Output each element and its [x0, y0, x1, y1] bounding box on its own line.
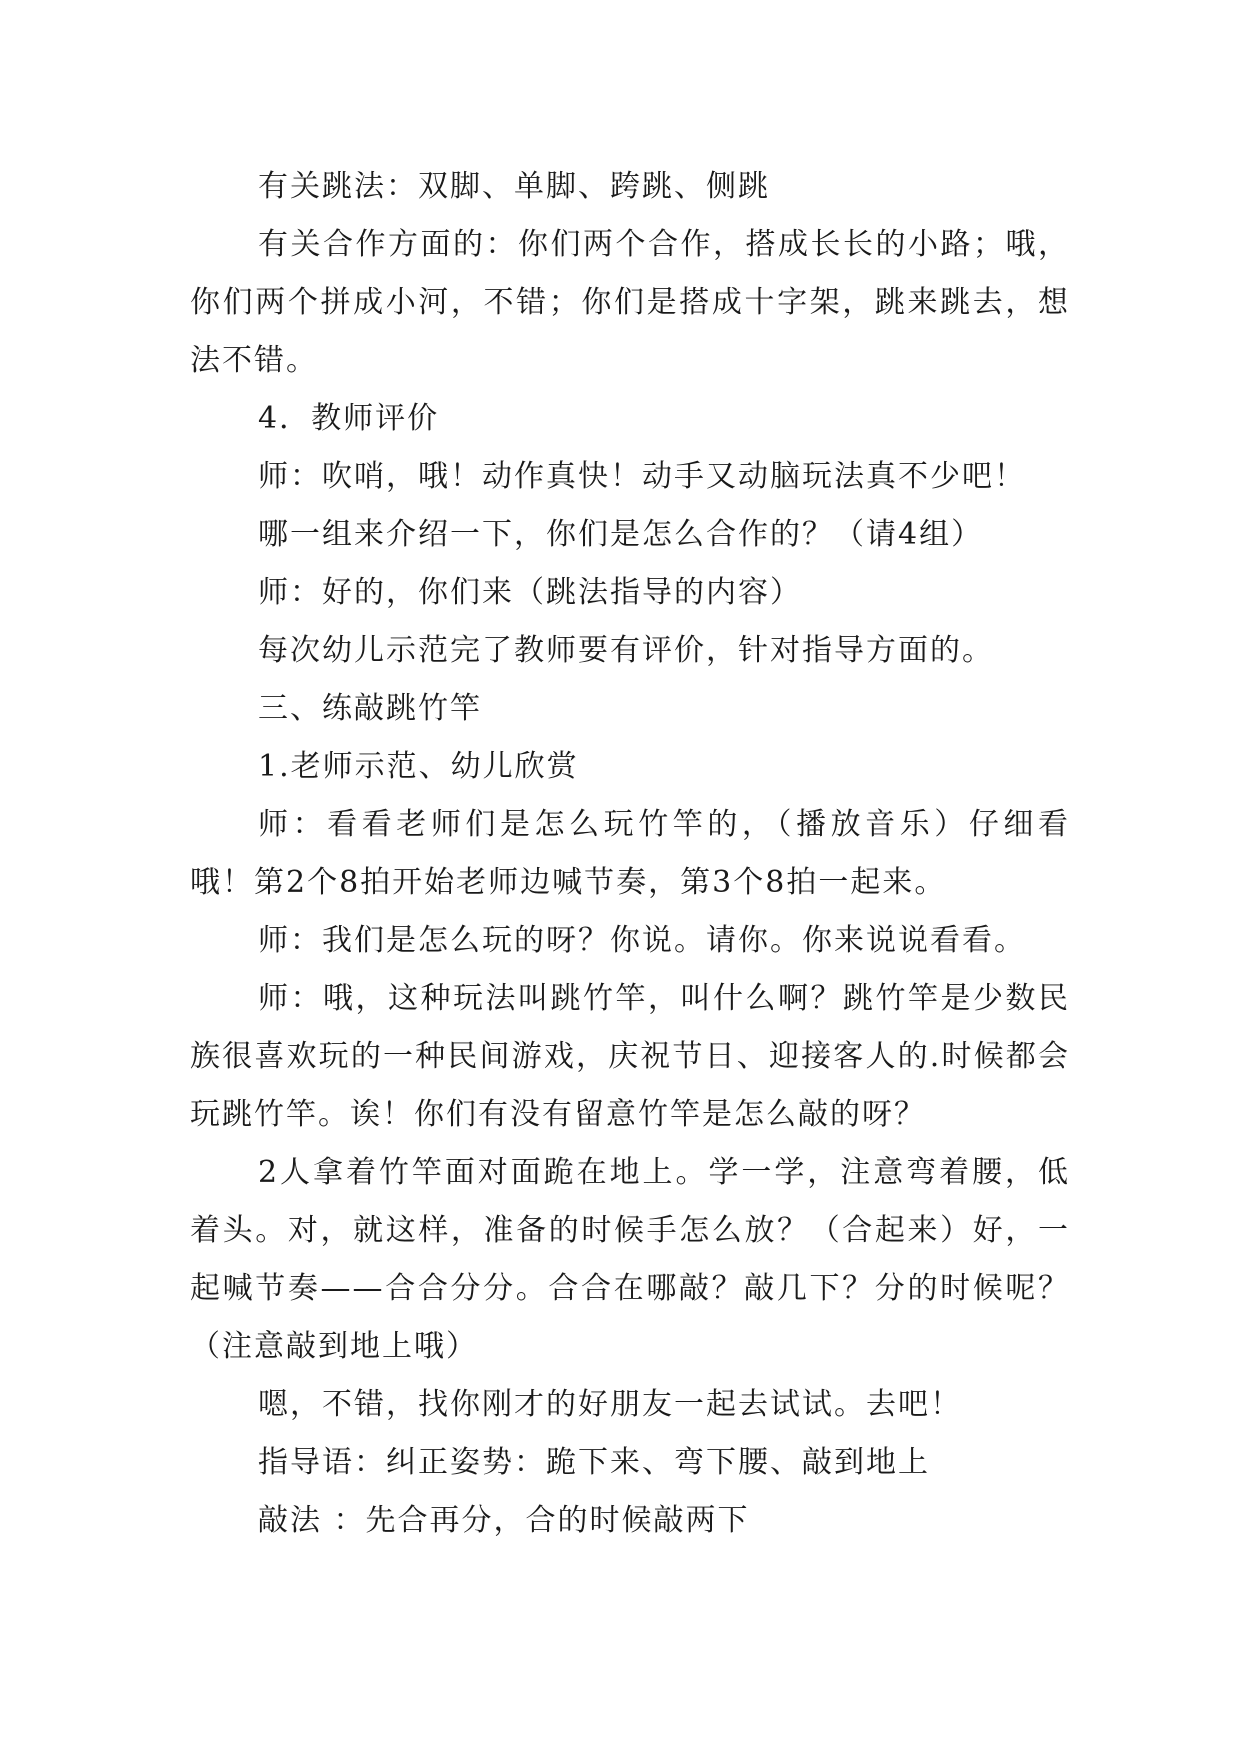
paragraph-striking-method: 敲法 ：先合再分，合的时候敲两下 — [258, 1503, 750, 1538]
paragraph-you-come: 师：好的，你们来（跳法指导的内容） — [258, 575, 802, 610]
paragraph-bamboo-dance-intro: 师：哦，这种玩法叫跳竹竿，叫什么啊？跳竹竿是少数民族很喜欢玩的一种民间游戏，庆祝节日、迎接客人的.时候都会玩跳竹竿。诶！你们有没有留意竹竿是怎么敲的呀？ — [190, 981, 1070, 1132]
paragraph-jump-methods: 有关跳法：双脚、单脚、跨跳、侧跳 — [258, 169, 770, 204]
section-heading-bamboo-pole: 三、练敲跳竹竿 — [258, 691, 482, 726]
document-body — [190, 158, 1070, 1550]
paragraph-how-we-played: 师：我们是怎么玩的呀？你说。请你。你来说说看看。 — [258, 923, 1026, 958]
paragraph-guidance: 指导语：纠正姿势：跪下来、弯下腰、敲到地上 — [258, 1445, 930, 1480]
subheading-teacher-demo: 1.老师示范、幼儿欣赏 — [258, 749, 579, 784]
paragraph-watch-teachers: 师：看看老师们是怎么玩竹竿的，（播放音乐）仔细看哦！第2个8拍开始老师边喊节奏，第3个8拍一起来。 — [190, 807, 1070, 900]
paragraph-whistle: 师：吹哨，哦！动作真快！动手又动脑玩法真不少吧！ — [258, 459, 1026, 494]
paragraph-cooperation: 有关合作方面的：你们两个合作，搭成长长的小路；哦，你们两个拼成小河，不错；你们是搭成十字架，跳来跳去，想法不错。 — [190, 227, 1070, 378]
paragraph-which-group: 哪一组来介绍一下，你们是怎么合作的？（请4组） — [258, 517, 984, 552]
paragraph-teacher-evaluation-heading: 4．教师评价 — [258, 401, 440, 436]
paragraph-try-with-friend: 嗯，不错，找你刚才的好朋友一起去试试。去吧！ — [258, 1387, 962, 1422]
paragraph-evaluation-note: 每次幼儿示范完了教师要有评价，针对指导方面的。 — [258, 633, 994, 668]
paragraph-kneel-instructions: 2人拿着竹竿面对面跪在地上。学一学，注意弯着腰，低着头。对，就这样，准备的时候手怎么放？（合起来）好，一起喊节奏——合合分分。合合在哪敲？敲几下？分的时候呢？（注意敲到地上哦） — [190, 1155, 1070, 1364]
